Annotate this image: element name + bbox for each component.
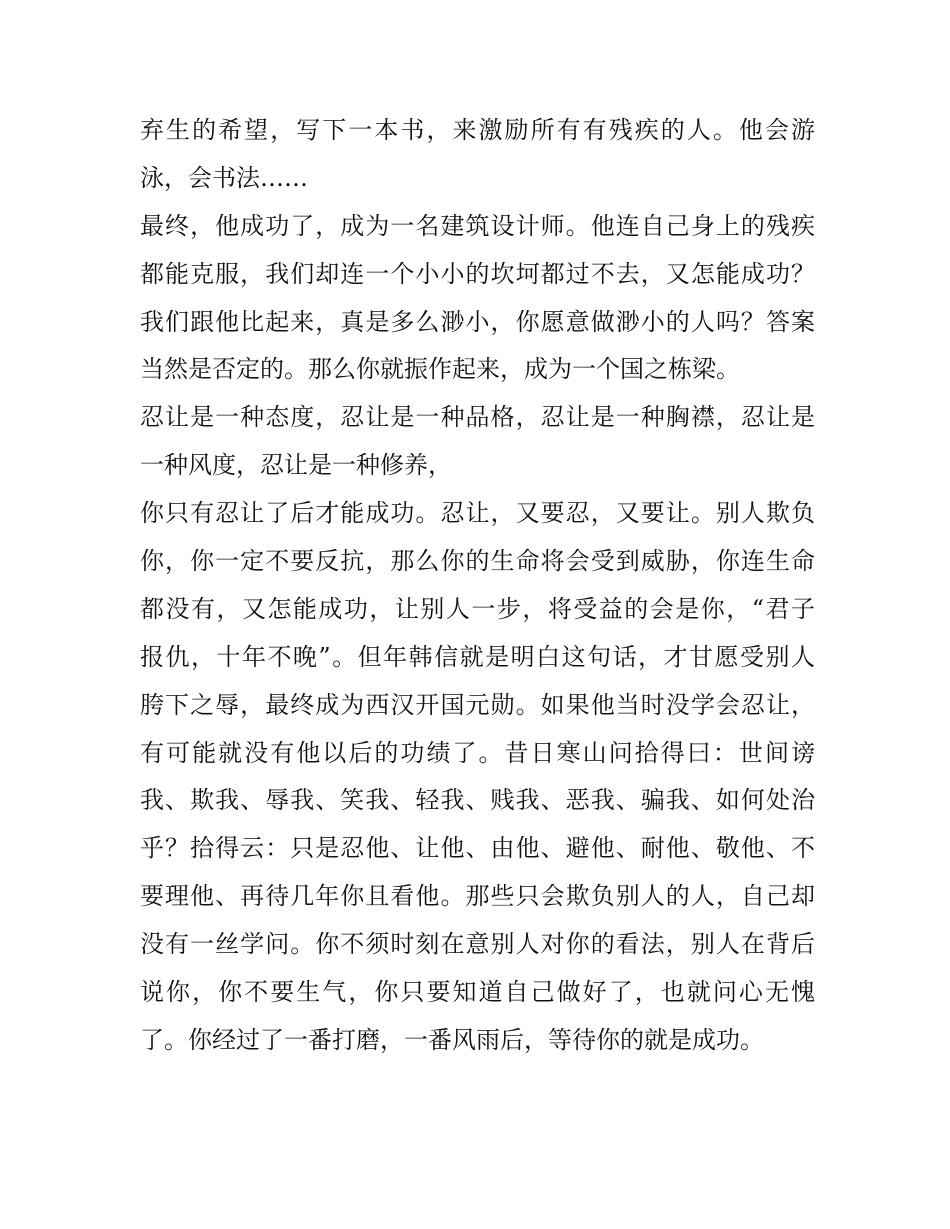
text-line: 胯下之辱，最终成为西汉开国元勋。如果他当时没学会忍让， xyxy=(140,690,815,719)
text-line: 了。你经过了一番打磨，一番风雨后，等待你的就是成功。 xyxy=(140,1025,764,1054)
text-line: 说你，你不要生气，你只要知道自己做好了，也就问心无愧 xyxy=(140,978,815,1007)
text-line: 泳，会书法…… xyxy=(140,163,308,192)
text-line: 要理他、再待几年你且看他。那些只会欺负别人的人，自己却 xyxy=(140,882,815,911)
text-line: 我、欺我、辱我、笑我、轻我、贱我、恶我、骗我、如何处治 xyxy=(140,786,815,815)
text-line: 一种风度，忍让是一种修养， xyxy=(140,451,452,480)
text-line: 乎？拾得云：只是忍他、让他、由他、避他、耐他、敬他、不 xyxy=(140,834,815,863)
text-line: 忍让是一种态度，忍让是一种品格，忍让是一种胸襟，忍让是 xyxy=(140,403,815,432)
body-text xyxy=(140,107,815,1065)
text-line: 当然是否定的。那么你就振作起来，成为一个国之栋梁。 xyxy=(140,355,740,384)
text-line: 有可能就没有他以后的功绩了。昔日寒山问拾得曰：世间谤 xyxy=(140,738,815,767)
text-line: 你，你一定不要反抗，那么你的生命将会受到威胁，你连生命 xyxy=(140,547,815,576)
text-line: 没有一丝学问。你不须时刻在意别人对你的看法，别人在背后 xyxy=(140,930,815,959)
text-line: 报仇，十年不晚”。但年韩信就是明白这句话，才甘愿受别人 xyxy=(140,642,815,671)
text-line: 都能克服，我们却连一个小小的坎坷都过不去，又怎能成功？ xyxy=(140,259,815,288)
text-line: 我们跟他比起来，真是多么渺小，你愿意做渺小的人吗？答案 xyxy=(140,307,815,336)
text-line: 最终，他成功了，成为一名建筑设计师。他连自己身上的残疾 xyxy=(140,211,815,240)
text-line: 你只有忍让了后才能成功。忍让，又要忍，又要让。别人欺负 xyxy=(140,499,815,528)
text-line: 都没有，又怎能成功，让别人一步，将受益的会是你，“君子 xyxy=(140,594,815,623)
text-line: 弃生的希望，写下一本书，来激励所有有残疾的人。他会游 xyxy=(140,116,815,144)
